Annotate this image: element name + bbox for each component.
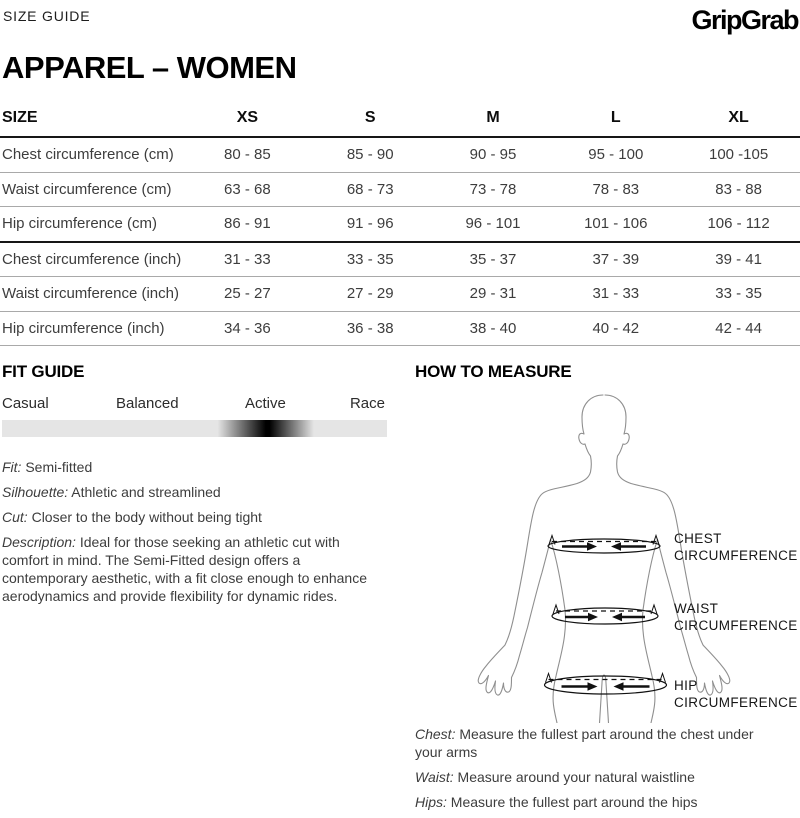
attr-label: Silhouette: <box>2 484 69 500</box>
cell: 68 - 73 <box>309 172 432 207</box>
gripgrab-logo: GripGrab <box>691 5 798 35</box>
cell: 90 - 95 <box>432 137 555 172</box>
cell: 78 - 83 <box>554 172 677 207</box>
row-label: Chest circumference (cm) <box>0 137 186 172</box>
waist-label-line2: CIRCUMFERENCE <box>674 618 798 633</box>
fit-attribute-fit <box>2 458 370 476</box>
row-label: Waist circumference (inch) <box>0 277 186 312</box>
col-header-xl: XL <box>677 103 800 137</box>
body-measurement-figure <box>415 388 800 723</box>
table-row <box>0 137 800 172</box>
note-label: Hips: <box>415 794 447 810</box>
row-label: Hip circumference (cm) <box>0 207 186 242</box>
table-row <box>0 172 800 207</box>
table-header-row <box>0 103 800 137</box>
fit-attribute-cut <box>2 508 370 526</box>
note-label: Waist: <box>415 769 454 785</box>
waist-label-line1: WAIST <box>674 601 719 616</box>
hip-label-line1: HIP <box>674 678 698 693</box>
attr-label: Fit: <box>2 459 22 475</box>
cell: 80 - 85 <box>186 137 309 172</box>
cell: 34 - 36 <box>186 311 309 346</box>
measure-note-hips <box>415 793 755 811</box>
note-value: Measure the fullest part around the hips <box>450 794 698 810</box>
row-label: Hip circumference (inch) <box>0 311 186 346</box>
how-to-measure-heading: HOW TO MEASURE <box>415 362 572 381</box>
chest-label-line2: CIRCUMFERENCE <box>674 548 798 563</box>
note-label: Chest: <box>415 726 456 742</box>
row-label: Waist circumference (cm) <box>0 172 186 207</box>
scale-label-casual: Casual <box>2 395 49 412</box>
col-header-xs: XS <box>186 103 309 137</box>
fit-guide-section <box>2 362 387 818</box>
cell: 101 - 106 <box>554 207 677 242</box>
table-row <box>0 242 800 277</box>
hip-label-line2: CIRCUMFERENCE <box>674 695 798 710</box>
cell: 39 - 41 <box>677 242 800 277</box>
fit-attribute-silhouette <box>2 483 370 501</box>
cell: 91 - 96 <box>309 207 432 242</box>
attr-label: Cut: <box>2 509 28 525</box>
chest-label-line1: CHEST <box>674 531 722 546</box>
cell: 36 - 38 <box>309 311 432 346</box>
cell: 38 - 40 <box>432 311 555 346</box>
cell: 40 - 42 <box>554 311 677 346</box>
cell: 42 - 44 <box>677 311 800 346</box>
row-label: Chest circumference (inch) <box>0 242 186 277</box>
cell: 83 - 88 <box>677 172 800 207</box>
cell: 31 - 33 <box>186 242 309 277</box>
attr-label: Description: <box>2 534 76 550</box>
col-header-s: S <box>309 103 432 137</box>
cell: 33 - 35 <box>309 242 432 277</box>
cell: 25 - 27 <box>186 277 309 312</box>
top-bar <box>0 5 800 35</box>
cell: 86 - 91 <box>186 207 309 242</box>
fit-attribute-description <box>2 533 370 605</box>
table-row <box>0 277 800 312</box>
cell: 106 - 112 <box>677 207 800 242</box>
cell: 63 - 68 <box>186 172 309 207</box>
col-header-size: SIZE <box>0 103 186 137</box>
col-header-l: L <box>554 103 677 137</box>
scale-label-balanced: Balanced <box>116 395 179 412</box>
measure-notes <box>415 725 800 811</box>
page-title: APPAREL – WOMEN <box>2 50 297 85</box>
fit-attributes <box>2 458 387 605</box>
table-row <box>0 311 800 346</box>
attr-value: Athletic and streamlined <box>71 484 221 500</box>
measure-note-waist <box>415 768 755 786</box>
cell: 29 - 31 <box>432 277 555 312</box>
cell: 100 -105 <box>677 137 800 172</box>
lower-columns <box>0 362 800 818</box>
cell: 95 - 100 <box>554 137 677 172</box>
cell: 27 - 29 <box>309 277 432 312</box>
cell: 85 - 90 <box>309 137 432 172</box>
measure-note-chest <box>415 725 755 761</box>
table-row <box>0 207 800 242</box>
cell: 73 - 78 <box>432 172 555 207</box>
cell: 31 - 33 <box>554 277 677 312</box>
scale-label-active: Active <box>245 395 286 412</box>
attr-value: Closer to the body without being tight <box>31 509 262 525</box>
chest-measure-band <box>548 536 660 554</box>
fit-scale-labels <box>2 395 387 415</box>
cell: 33 - 35 <box>677 277 800 312</box>
fit-guide-heading: FIT GUIDE <box>2 362 85 381</box>
fit-scale-bar <box>2 420 387 437</box>
scale-label-race: Race <box>349 395 385 412</box>
note-value: Measure around your natural waistline <box>457 769 695 785</box>
cell: 96 - 101 <box>432 207 555 242</box>
attr-value: Ideal for those seeking an athletic cut with comfort in mind. The Semi-Fitted design offers a contemporary aesthetic, with a fit close enough to enhance aerodynamics and provide flexibility for dynamic rides. <box>2 534 367 604</box>
how-to-measure-section <box>415 362 800 818</box>
page-eyebrow: SIZE GUIDE <box>3 8 91 24</box>
size-table <box>0 103 800 346</box>
col-header-m: M <box>432 103 555 137</box>
attr-value: Semi-fitted <box>25 459 93 475</box>
note-value: Measure the fullest part around the chest under your arms <box>415 726 754 760</box>
cell: 35 - 37 <box>432 242 555 277</box>
cell: 37 - 39 <box>554 242 677 277</box>
